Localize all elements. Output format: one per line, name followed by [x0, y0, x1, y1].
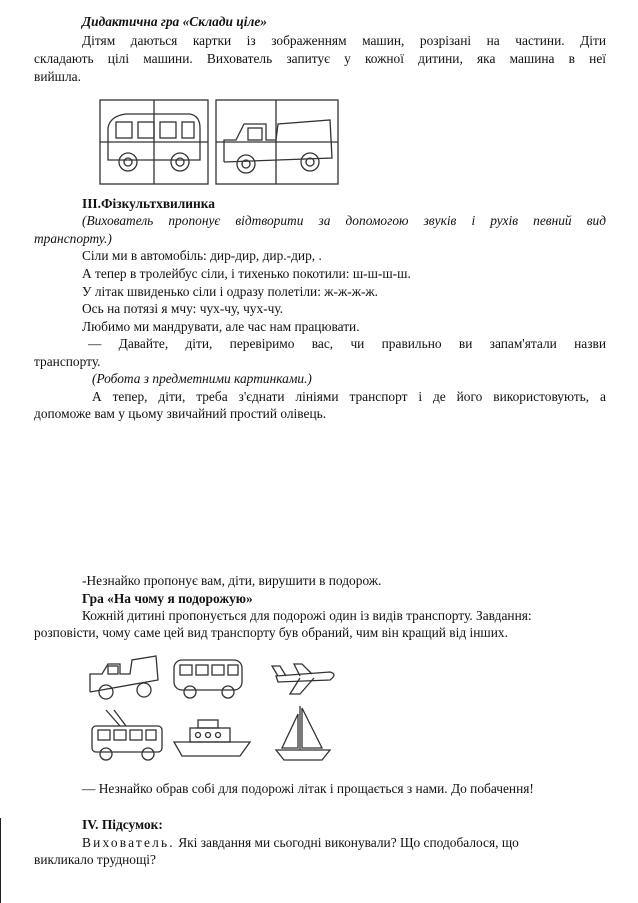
plane-drawing — [272, 664, 334, 694]
verse-line-3: У літак швиденько сіли і одразу полетіли: ж-ж-ж-ж. — [82, 284, 379, 299]
question-line-2: транспорту. — [34, 354, 101, 369]
ship-drawing — [174, 720, 250, 756]
section3-note-1: (Вихователь пропонує відтворити за допомогою звуків і рухів певний вид — [82, 213, 606, 228]
game2-line-1: Кожній дитині пропонується для подорожі один із видів транспорту. Завдання: — [82, 608, 532, 623]
journey-intro: -Незнайко пропонує вам, діти, вирушити в подорож. — [82, 573, 382, 588]
verse-line-5: Любимо ми мандрувати, але час нам працювати. — [82, 319, 360, 334]
task-line-2: допоможе вам у цьому звичайний простий олівець. — [34, 406, 327, 421]
task-line-1: А тепер, діти, треба з'єднати лініями транспорт і де його використовують, а — [92, 389, 606, 404]
left-edge-line — [0, 818, 1, 903]
cut-vehicles-illustration — [98, 98, 340, 188]
section3-title: ІІІ.Фізкультхвилинка — [82, 196, 215, 211]
verse-line-1: Сіли ми в автомобіль: дир-дир, дир.-дир, . — [82, 248, 322, 263]
game1-line-2: складають цілі машини. Вихователь запитує у кожної дитини, яка машина в неї — [34, 51, 606, 66]
summary-line-2: викликало труднощі? — [34, 852, 156, 867]
summary-line-1 — [82, 835, 606, 850]
sailboat-drawing — [276, 706, 330, 760]
game2-title: Гра «На чому я подорожую» — [82, 591, 253, 606]
summary-question: Які завдання ми сьогодні виконували? Що сподобалося, що — [174, 835, 519, 850]
verse-line-2: А тепер в тролейбус сіли, і тихенько покотили: ш-ш-ш-ш. — [82, 266, 411, 281]
verse-line-4: Ось на потязі я мчу: чух-чу, чух-чу. — [82, 301, 284, 316]
trolleybus-drawing — [92, 710, 162, 760]
game1-title: Дидактична гра «Склади ціле» — [82, 14, 267, 29]
dump-truck-drawing — [90, 656, 158, 699]
question-line-1: — Давайте, діти, перевіримо вас, чи правильно ви запам'ятали назви — [88, 336, 606, 351]
speaker-label: Вихователь. — [82, 835, 175, 850]
transport-illustration — [86, 650, 342, 765]
game1-line-3: вийшла. — [34, 69, 81, 84]
truck-drawing — [224, 120, 332, 173]
farewell-line: — Незнайко обрав собі для подорожі літак і прощається з нами. До побачення! — [82, 781, 534, 796]
game1-line-1: Дітям даються картки із зображенням машин, розрізані на частини. Діти — [82, 33, 606, 48]
section4-title: IV. Підсумок: — [82, 817, 163, 832]
game2-line-2: розповісти, чому саме цей вид транспорту був обраний, чим він кращий від інших. — [34, 625, 508, 640]
bus-drawing — [174, 660, 242, 698]
work-note: (Робота з предметними картинками.) — [92, 371, 312, 386]
section3-note-2: транспорту.) — [34, 231, 112, 246]
